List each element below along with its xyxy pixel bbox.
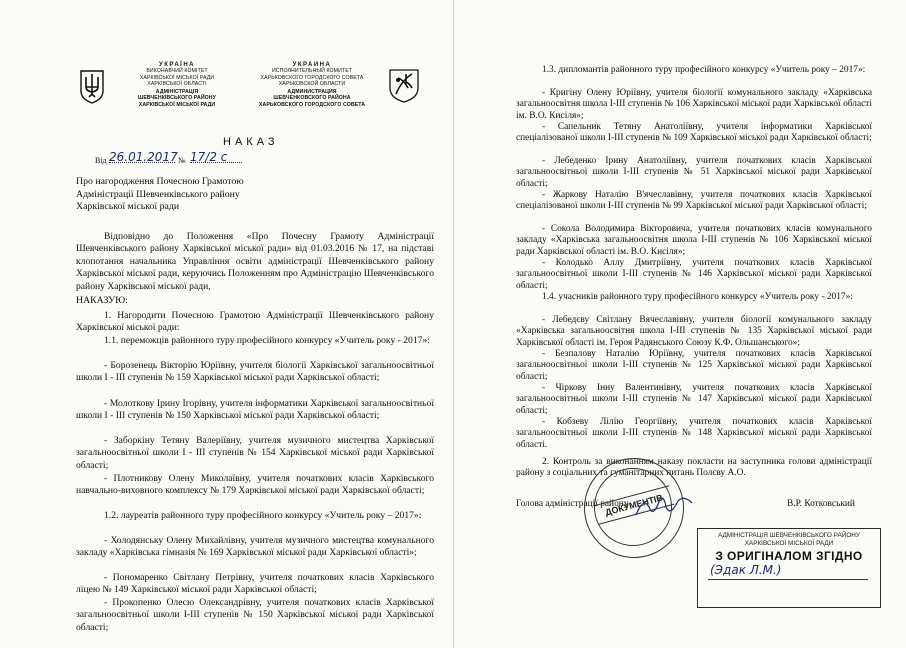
kharkiv-coat-of-arms-icon bbox=[386, 66, 422, 109]
header-ru-admin-1: АДМИНИСТРАЦИЯ bbox=[287, 89, 337, 96]
header-ru-committee-1: ИСПОЛНИТЕЛЬНЫЙ КОМИТЕТ bbox=[271, 68, 353, 75]
certified-copy-stamp-line bbox=[708, 579, 868, 580]
list-item: - Прокопенко Олесю Олександрівну, учителя початкових класів Харківської загальноосвітньої школи І-ІІІ ступенів № 150 Харківської міської ради Харківської області; bbox=[76, 597, 434, 633]
order-subject-line-1: Про нагородження Почесною Грамотою bbox=[76, 176, 244, 187]
list-item: - Жаркову Наталію В'ячеславівну, учителя початкових класів Харківської спеціалізованої школи І-ІІІ ступенів № 99 Харківської міської ради Харківської області; bbox=[516, 190, 872, 212]
control-clause: 2. Контроль за виконанням наказу покласти на заступника голови адміністрації району з соціальних та гуманітарних питань Полєву А.О. bbox=[516, 457, 872, 479]
category-winners: 1.1. переможців районного туру професійного конкурсу «Учитель року - 2017»: bbox=[104, 335, 430, 346]
number-underline bbox=[190, 162, 242, 163]
signature-position: Голова адміністрації району bbox=[516, 499, 629, 509]
header-ua-committee-1: ВИКОНАВЧИЙ КОМІТЕТ bbox=[146, 68, 208, 75]
category-participants: 1.4. учасників районного туру професійного конкурсу «Учитель року - 2017»: bbox=[542, 292, 853, 302]
document-type-title: НАКАЗ bbox=[223, 136, 279, 148]
list-item: - Лебедєву Світлану Вячеславівну, учителя біології комунального закладу «Харківська загальноосвітня школа І-ІІІ ступенів № 135 Харківської міської ради Харківської області ім. Героя Радянського Союзу К.Ф. Ольшанського»; bbox=[516, 315, 872, 348]
header-ua-committee-3: ХАРКІВСЬКОЇ ОБЛАСТІ bbox=[147, 80, 207, 87]
certified-copy-stamp-line-2: ХАРКІВСЬКОЇ МІСЬКОЇ РАДИ bbox=[744, 539, 834, 547]
header-ua-committee-2: ХАРКІВСЬКОЇ МІСЬКОЇ РАДИ bbox=[139, 74, 215, 81]
handwritten-date: 26.01.2017 bbox=[109, 150, 178, 164]
certified-copy-stamp-header bbox=[698, 532, 880, 547]
list-item: - Безпалову Наталію Юріївну, учителя початкових класів Харківської загальноосвітньої школи І-ІІІ ступенів № 125 Харківської міської ради Харківської області; bbox=[516, 349, 872, 382]
list-item: - Кригіну Олену Юріївну, учителя біології комунального закладу «Харківська загальноосвітня школа І-ІІІ ступенів № 106 Харківської міської ради Харківської області ім. В.О. Кисіля»; bbox=[516, 88, 872, 121]
signatory-name: В.Р. Котковський bbox=[787, 499, 855, 509]
list-item: - Кобзеву Лілію Георгіївну, учителя початкових класів Харківської загальноосвітньої школи І-ІІІ ступенів № 148 Харківської міської ради Харківської області. bbox=[516, 417, 872, 450]
order-subject-line-2: Адміністрації Шевченківського району bbox=[76, 188, 240, 200]
list-item: - Заборкіну Тетяну Валеріївну, учителя музичного мистецтва Харківської загальноосвітньої школи І - ІІІ ступенів № 154 Харківської міської ради Харківської області; bbox=[76, 435, 434, 471]
certified-copy-stamp-handwriting: (Эдак Л.М.) bbox=[710, 563, 782, 577]
date-prefix: Від bbox=[95, 156, 107, 165]
header-ru-committee-2: ХАРЬКОВСКОГО ГОРОДСКОГО СОВЕТА bbox=[260, 74, 364, 81]
order-subject-line-3: Харківської міської ради bbox=[76, 201, 180, 212]
right-page bbox=[453, 0, 906, 648]
header-ru-country: УКРАИНА bbox=[292, 62, 332, 68]
list-item: - Сапельник Тетяну Анатоліївну, учителя інформатики Харківської спеціалізованої школи І-ІІІ ступенів № 109 Харківської міської ради Харківської області; bbox=[516, 122, 872, 144]
order-word: НАКАЗУЮ: bbox=[76, 295, 128, 306]
header-ua-admin-2: ШЕВЧЕНКІВСЬКОГО РАЙОНУ bbox=[138, 95, 216, 102]
preamble: Відповідно до Положення «Про Почесну Грамоту Адміністрації Шевченківського району Харківської міської ради» від 01.03.2016 № 17, на підставі клопотання начальника Управління освіти адміністрації Шевченківського району Харківської міської ради, керуючись Положенням про Адміністрацію Шевченківського району Харківської міської ради, bbox=[76, 231, 434, 292]
certified-copy-stamp-line-1: АДМІНІСТРАЦІЯ ШЕВЧЕНКІВСЬКОГО РАЙОНУ bbox=[718, 532, 860, 539]
order-subject bbox=[76, 176, 244, 214]
category-diploma-winners: 1.3. дипломантів районного туру професійного конкурсу «Учитель року – 2017»: bbox=[542, 65, 866, 75]
list-item: - Холодянську Олену Михайлівну, учителя музичного мистецтва комунального закладу «Харківська гімназія № 169 Харківської міської ради Харківської області»; bbox=[76, 535, 434, 559]
header-ru-admin-2: ШЕВЧЕНКОВСКОГО РАЙОНА bbox=[273, 95, 351, 102]
list-item: - Пономаренко Світлану Петрівну, учителя початкових класів Харківського ліцею № 149 Харківської міської ради Харківської області; bbox=[76, 572, 434, 596]
list-item: - Молоткову Ірину Ігорівну, учителя інформатики Харківської загальноосвітньої школи І - ІІІ ступенів № 150 Харківської міської ради Харківської області; bbox=[76, 398, 434, 422]
number-prefix: № bbox=[178, 156, 186, 165]
order-point-1: 1. Нагородити Почесною Грамотою Адміністрації Шевченківського району Харківської міської ради: bbox=[76, 310, 434, 334]
list-item: - Лебеденко Ірину Анатоліївну, учителя початкових класів Харківської загальноосвітньої школи І-ІІІ ступенів № 51 Харківської міської ради Харківської області; bbox=[516, 156, 872, 189]
category-laureates: 1.2. лауреатів районного туру професійного конкурсу «Учитель року – 2017»: bbox=[104, 510, 422, 521]
header-ua-admin-3: ХАРКІВСЬКОЇ МІСЬКОЇ РАДИ bbox=[138, 101, 216, 108]
round-stamp-center-text: ДОКУМЕНТІВ bbox=[594, 485, 675, 525]
list-item: - Чіркову Інну Валентинівну, учителя початкових класів Харківської загальноосвітньої школи І-ІІІ ступенів № 147 Харківської міської ради Харківської області; bbox=[516, 383, 872, 416]
header-ua-admin-1: АДМІНІСТРАЦІЯ bbox=[155, 89, 199, 96]
handwritten-number: 17/2 с bbox=[190, 150, 228, 164]
signature-scribble-icon bbox=[634, 493, 694, 526]
list-item: - Колодько Аллу Дмитріївну, учителя початкових класів Харківської загальноосвітньої школи І-ІІІ ступенів № 146 Харківської міської ради Харківської області; bbox=[516, 258, 872, 291]
header-ru bbox=[248, 62, 376, 108]
list-item: - Борозенець Вікторію Юріївну, учителя біології Харківської загальноосвітньої школи І - ІІІ ступенів № 159 Харківської міської ради Харківської області; bbox=[76, 360, 434, 384]
trident-emblem-icon bbox=[78, 68, 106, 109]
header-ua-country: УКРАЇНА bbox=[158, 62, 196, 68]
header-ua bbox=[118, 62, 236, 108]
list-item: - Плотникову Олену Миколаївну, учителя початкових класів Харківського навчально-виховного комплексу № 179 Харківської міської ради Харківської області; bbox=[76, 473, 434, 497]
header-ru-admin-3: ХАРЬКОВСКОГО ГОРОДСКОГО СОВЕТА bbox=[258, 101, 366, 108]
certified-copy-stamp bbox=[697, 528, 881, 608]
certified-copy-stamp-title: З ОРИГІНАЛОМ ЗГІДНО bbox=[715, 549, 863, 563]
date-underline bbox=[109, 162, 175, 163]
list-item: - Сокола Володимира Вікторовича, учителя початкових класів комунального закладу «Харківська загальноосвітня школа І-ІІІ ступенів № 106 Харківської міської ради Харківської області ім. В.О. Кисіля»; bbox=[516, 224, 872, 257]
header-ru-committee-3: ХАРЬКОВСКОЙ ОБЛАСТИ bbox=[278, 80, 346, 87]
